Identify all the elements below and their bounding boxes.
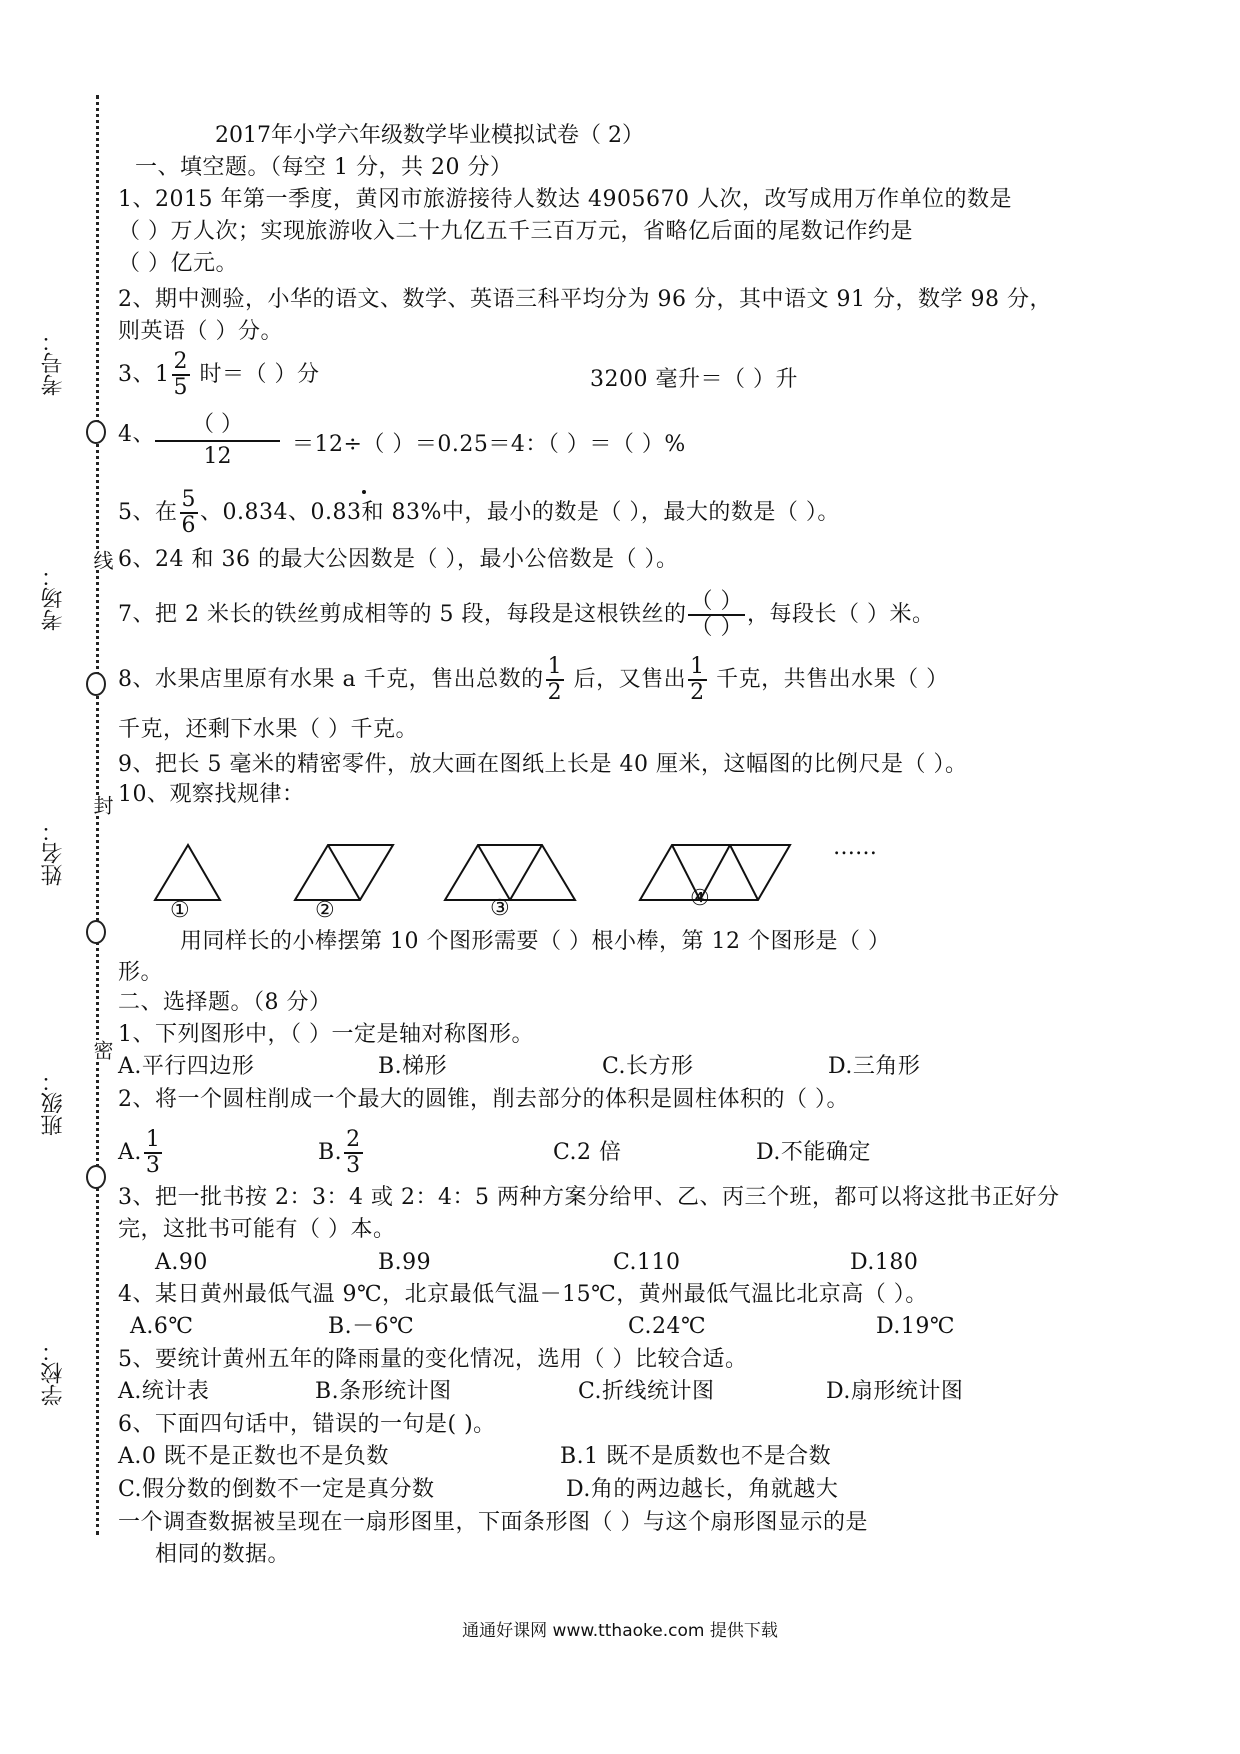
- q4-fraction: [155, 410, 280, 472]
- q1-line3: （ ）亿元。: [118, 251, 238, 276]
- s2-q5-optC: C.折线统计图: [578, 1379, 715, 1404]
- section2-heading: 二、选择题。（8 分）: [118, 990, 332, 1015]
- figure-label-3: ③: [490, 896, 510, 921]
- q6-line: 6、24 和 36 的最大公因数是（ ），最小公倍数是（ ）。: [118, 547, 679, 572]
- s2-q1-optA: A.平行四边形: [118, 1054, 255, 1079]
- q1-line1: 1、2015 年第一季度，黄冈市旅游接待人数达 4905670 人次，改写成用万作单位的数是: [118, 187, 1012, 212]
- q9-line: 9、把长 5 毫米的精密零件，放大画在图纸上长是 40 厘米，这幅图的比例尺是（ ）。: [118, 752, 968, 777]
- s2-q7-line2: 相同的数据。: [155, 1542, 291, 1567]
- pattern-figures: [140, 815, 900, 945]
- page-title: 2017年小学六年级数学毕业模拟试卷（ 2）: [215, 123, 644, 148]
- q8-line1: [118, 655, 949, 705]
- s2-q1: 1、下列图形中，（ ）一定是轴对称图形。: [118, 1022, 534, 1047]
- s2-q1-optD: D.三角形: [828, 1054, 921, 1079]
- s2-q2-optA-num: 1: [145, 1127, 161, 1152]
- q8-line2: 千克，还剩下水果（ ）千克。: [118, 717, 418, 742]
- section1-heading: 一、填空题。（每空 1 分，共 20 分）: [135, 155, 513, 180]
- side-label-banji: 班级：: [41, 1070, 66, 1136]
- s2-q2-optA: [118, 1128, 164, 1178]
- s2-q5: 5、要统计黄州五年的降雨量的变化情况，选用（ ）比较合适。: [118, 1347, 748, 1372]
- s2-q2-optB-num: 2: [346, 1127, 361, 1152]
- q7-rest: ，每段长（ ）米。: [746, 602, 935, 627]
- q8-numerator1: 1: [547, 654, 563, 679]
- q4-prefix: 4、: [118, 422, 155, 447]
- q8-fraction1: [546, 655, 565, 705]
- s2-q3-optC: C.110: [613, 1250, 681, 1275]
- q4-rest: ＝12÷（ ）＝0.25＝4：（ ）＝（ ）%: [292, 432, 686, 457]
- s2-q3-optA: A.90: [155, 1250, 208, 1275]
- q8-middle: 后，又售出: [566, 667, 687, 692]
- q8-numerator2: 1: [690, 654, 705, 679]
- q7-line: [118, 590, 934, 640]
- s2-q3-line2: 完，这批书可能有（ ）本。: [118, 1217, 396, 1242]
- q2-line2: 则英语（ ）分。: [118, 319, 283, 344]
- q8-denominator1: 2: [547, 680, 563, 705]
- q7-fraction: [688, 590, 745, 640]
- q10-heading: 10、观察找规律：: [118, 782, 305, 807]
- q5-numerator: 5: [181, 487, 196, 512]
- s2-q5-optB: B.条形统计图: [315, 1379, 452, 1404]
- q8-denominator2: 2: [690, 680, 705, 705]
- side-label-xuexiao: 学校：: [41, 1340, 66, 1406]
- s2-q4: 4、某日黄州最低气温 9℃，北京最低气温－15℃，黄州最低气温比北京高（ ）。: [118, 1282, 928, 1307]
- figure-3-line-b: [510, 845, 542, 900]
- s2-q2-optA-den: 3: [145, 1153, 161, 1178]
- q3-prefix: 3、1: [118, 362, 170, 387]
- binding-circle: [86, 672, 106, 696]
- s2-q3-optB: B.99: [378, 1250, 432, 1275]
- q5-rest: 、0.834、0.83和 83%中，最小的数是（ ），最大的数是（ ）。: [200, 500, 840, 525]
- s2-q2-optB-letter: B.: [318, 1140, 343, 1165]
- q7-prefix: 7、把 2 米长的铁丝剪成相等的 5 段，每段是这根铁丝的: [118, 602, 687, 627]
- s2-q4-optA: A.6℃: [130, 1314, 194, 1339]
- q4-numerator: （ ）: [155, 410, 280, 442]
- s2-q4-optD: D.19℃: [876, 1314, 955, 1339]
- figure-label-1: ①: [170, 898, 190, 923]
- s2-q6-optA: A.0 既不是正数也不是负数: [118, 1444, 389, 1469]
- s2-q2-optB-den: 3: [346, 1153, 361, 1178]
- binding-circle: [86, 1165, 106, 1189]
- page-footer: 通通好课网 www.tthaoke.com 提供下载: [462, 1621, 778, 1641]
- figure-3-trapezoid: [445, 845, 575, 900]
- q10-line2: 形。: [118, 960, 164, 985]
- q3-denominator: 5: [173, 375, 188, 400]
- binding-dotted-line: [96, 95, 99, 1535]
- binding-word-feng: 封: [88, 795, 117, 815]
- q3-middle: 时＝（ ）分: [192, 362, 320, 387]
- pattern-ellipsis: ……: [833, 835, 877, 860]
- binding-word-mi: 密: [88, 1040, 117, 1060]
- s2-q4-optB: B.－6℃: [328, 1314, 415, 1339]
- q1-line2: （ ）万人次；实现旅游收入二十九亿五千三百万元，省略亿后面的尾数记作约是: [118, 219, 913, 244]
- figure-3-line-a: [478, 845, 510, 900]
- q3-fraction: [172, 350, 191, 400]
- figure-2-diagonal: [328, 845, 360, 900]
- binding-circle: [86, 420, 106, 444]
- s2-q6-optB: B.1 既不是质数也不是合数: [560, 1444, 832, 1469]
- q8-rest: 千克，共售出水果（ ）: [708, 667, 949, 692]
- s2-q7-line1: 一个调查数据被呈现在一扇形图里，下面条形图（ ）与这个扇形图显示的是: [118, 1510, 868, 1535]
- binding-word-xian: 线: [88, 550, 117, 570]
- s2-q5-optA: A.统计表: [118, 1379, 210, 1404]
- s2-q6: 6、下面四句话中，错误的一句是( )。: [118, 1412, 496, 1437]
- s2-q3-line1: 3、把一批书按 2：3：4 或 2：4：5 两种方案分给甲、乙、丙三个班，都可以将这批书正好分: [118, 1185, 1060, 1210]
- s2-q2-optC: C.2 倍: [553, 1140, 622, 1165]
- s2-q4-optC: C.24℃: [628, 1314, 707, 1339]
- q10-line1: 用同样长的小棒摆第 10 个图形需要（ ）根小棒，第 12 个图形是（ ）: [180, 929, 891, 954]
- figure-4-line-c: [730, 845, 758, 900]
- q5-line: [118, 488, 840, 538]
- q8-fraction2: [688, 655, 707, 705]
- side-label-xingming: 姓名：: [41, 820, 66, 886]
- side-label-kaohao: 考号：: [41, 330, 66, 396]
- q3-line: [118, 350, 320, 400]
- s2-q2: 2、将一个圆柱削成一个最大的圆锥，削去部分的体积是圆柱体积的（ ）。: [118, 1087, 849, 1112]
- s2-q2-optB-fraction: [344, 1128, 363, 1178]
- s2-q2-optA-letter: A.: [118, 1140, 142, 1165]
- s2-q1-optC: C.长方形: [602, 1054, 694, 1079]
- q2-line1: 2、期中测验，小华的语文、数学、英语三科平均分为 96 分，其中语文 91 分，数学 98 分，: [118, 287, 1052, 312]
- figure-label-4: ④: [690, 886, 710, 911]
- q3-right: 3200 毫升＝（ ）升: [590, 367, 798, 392]
- repeating-decimal-dot: [362, 490, 366, 494]
- figure-1-triangle: [155, 845, 220, 900]
- s2-q5-optD: D.扇形统计图: [826, 1379, 964, 1404]
- q7-denominator: （ ）: [690, 615, 743, 640]
- q5-prefix: 5、在: [118, 500, 178, 525]
- s2-q6-optD: D.角的两边越长，角就越大: [566, 1477, 839, 1502]
- q7-numerator: （ ）: [690, 589, 743, 614]
- s2-q2-optD: D.不能确定: [756, 1140, 871, 1165]
- figure-label-2: ②: [315, 898, 335, 923]
- q3-numerator: 2: [173, 349, 188, 374]
- side-label-kaochang: 考场：: [41, 565, 66, 631]
- s2-q2-optA-fraction: [144, 1128, 163, 1178]
- s2-q3-optD: D.180: [850, 1250, 919, 1275]
- s2-q6-optC: C.假分数的倒数不一定是真分数: [118, 1477, 435, 1502]
- q8-prefix: 8、水果店里原有水果 a 千克，售出总数的: [118, 667, 544, 692]
- s2-q2-optB: [318, 1128, 365, 1178]
- s2-q1-optB: B.梯形: [378, 1054, 448, 1079]
- binding-circle: [86, 920, 106, 944]
- q5-denominator: 6: [181, 513, 196, 538]
- q4-denominator: 12: [203, 444, 232, 469]
- q5-fraction: [180, 488, 199, 538]
